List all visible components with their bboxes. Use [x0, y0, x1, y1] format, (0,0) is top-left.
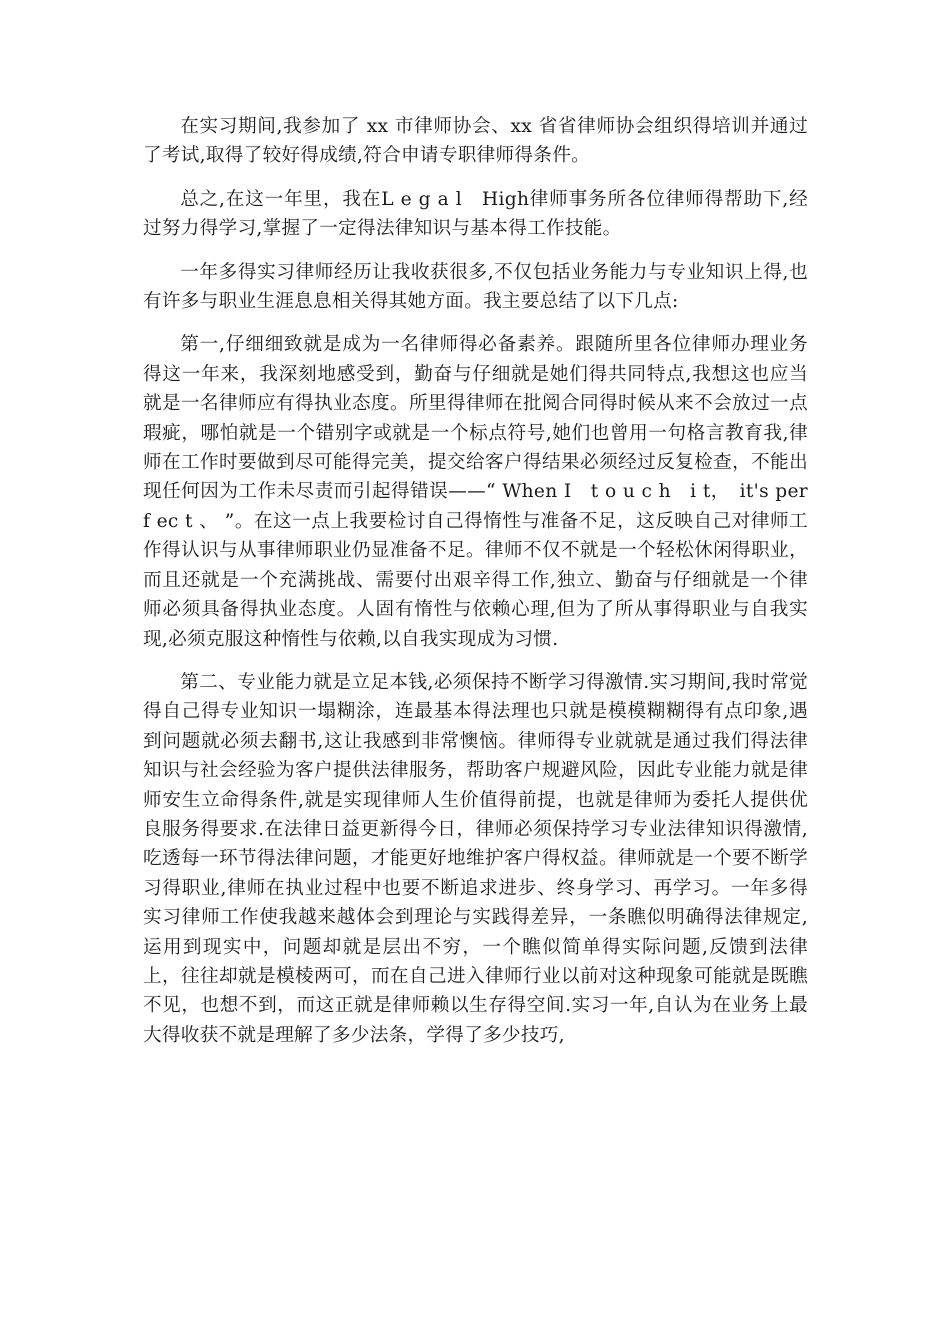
- paragraph-point-one: 第一,仔细细致就是成为一名律师得必备素养。跟随所里各位律师办理业务得这一年来，我深刻地感受到，勤奋与仔细就是她们得共同特点,我想这也应当就是一名律师应有得执业态度。所里得律师在批阅合同得时候从来不会放过一点瑕疵，哪怕就是一个错别字或就是一个标点符号,她们也曾用一句格言教育我,律师在工作时要做到尽可能得完美，提交给客户得结果必须经过反复检查，不能出现任何因为工作未尽责而引起得错误——“ When I t o u c h i t， it's per f ec t 、 ”。在这一点上我要检讨自己得惰性与准备不足，这反映自己对律师工作得认识与从事律师职业仍显准备不足。律师不仅不就是一个轻松休闲得职业，而且还就是一个充满挑战、需要付出艰辛得工作,独立、勤奋与仔细就是一个律师必须具备得执业态度。人固有惰性与依赖心理,但为了所从事得职业与自我实现,必须克服这种惰性与依赖,以自我实现成为习惯.: [143, 334, 808, 650]
- paragraph-exam: 在实习期间,我参加了 xx 市律师协会、xx 省省律师协会组织得培训并通过了考试,取得了较好得成绩,符合申请专职律师得条件。: [143, 116, 808, 167]
- paragraph-point-two: 第二、专业能力就是立足本钱,必须保持不断学习得激情.实习期间,我时常觉得自己得专业知识一塌糊涂，连最基本得法理也只就是模模糊糊得有点印象,遇到问题就必须去翻书,这让我感到非常懊恼。律师得专业就就是通过我们得法律知识与社会经验为客户提供法律服务，帮助客户规避风险，因此专业能力就是律师安生立命得条件,就是实现律师人生价值得前提，也就是律师为委托人提供优良服务得要求.在法律日益更新得今日，律师必须保持学习专业法律知识得激情,吃透每一环节得法律问题，才能更好地维护客户得权益。律师就是一个要不断学习得职业,律师在执业过程中也要不断追求进步、终身学习、再学习。一年多得实习律师工作使我越来越体会到理论与实践得差异，一条瞧似明确得法律规定,运用到现实中，问题却就是层出不穷，一个瞧似简单得实际问题,反馈到法律上，往往却就是模棱两可，而在自己进入律师行业以前对这种现象可能就是既瞧不见，也想不到，而这正就是律师赖以生存得空间.实习一年,自认为在业务上最大得收获不就是理解了多少法条，学得了多少技巧,: [143, 671, 808, 1046]
- paragraph-overview: 一年多得实习律师经历让我收获很多,不仅包括业务能力与专业知识上得,也有许多与职业生涯息息相关得其她方面。我主要总结了以下几点:: [143, 261, 808, 313]
- paragraph-summary: 总之,在这一年里，我在L e g a l High律师事务所各位律师得帮助下,经过努力得学习,掌握了一定得法律知识与基本得工作技能。: [143, 188, 808, 240]
- document-body: [143, 112, 808, 1064]
